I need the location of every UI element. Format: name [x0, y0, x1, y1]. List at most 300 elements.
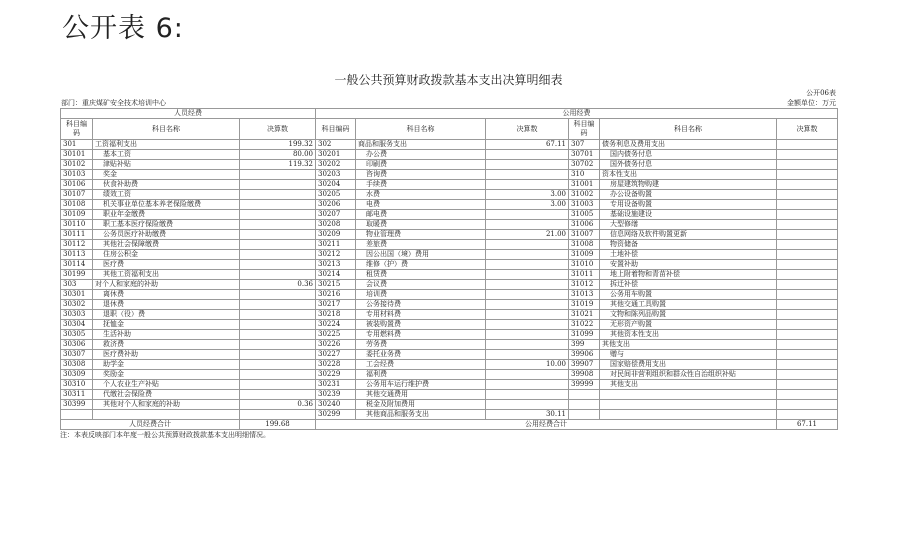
cell-amount: [240, 190, 316, 200]
cell-amount: [777, 190, 838, 200]
cell-code: 30302: [61, 300, 93, 310]
cell-code: 31001: [569, 180, 600, 190]
table-row: [61, 190, 838, 200]
table-row: [61, 340, 838, 350]
table-row: [61, 230, 838, 240]
cell-amount: [486, 280, 569, 290]
cell-amount: [240, 360, 316, 370]
col-amount: 决算数: [240, 119, 316, 140]
cell-name: 赠与: [600, 350, 777, 360]
cell-name: 绩效工资: [93, 190, 240, 200]
cell-amount: [240, 270, 316, 280]
cell-code: 30204: [316, 180, 356, 190]
cell-name: 公务员医疗补助缴费: [93, 230, 240, 240]
cell-code: 30199: [61, 270, 93, 280]
cell-amount: [777, 360, 838, 370]
cell-amount: [240, 180, 316, 190]
cell-name: 租赁费: [356, 270, 486, 280]
cell-name: 资本性支出: [600, 170, 777, 180]
cell-amount: 30.11: [486, 410, 569, 420]
cell-name: 其他支出: [600, 380, 777, 390]
table-row: [61, 200, 838, 210]
cell-amount: [240, 220, 316, 230]
cell-amount: [777, 230, 838, 240]
cell-code: 31099: [569, 330, 600, 340]
table-row: [61, 160, 838, 170]
cell-amount: [777, 200, 838, 210]
cell-amount: [486, 180, 569, 190]
cell-code: 31008: [569, 240, 600, 250]
col-name: 科目名称: [356, 119, 486, 140]
cell-code: 31013: [569, 290, 600, 300]
cell-name: 地上附着物和青苗补偿: [600, 270, 777, 280]
cell-name: 工资福利支出: [93, 140, 240, 150]
table-row: [61, 290, 838, 300]
cell-code: 30299: [316, 410, 356, 420]
cell-code: 30218: [316, 310, 356, 320]
cell-code: 30101: [61, 150, 93, 160]
cell-code: 303: [61, 280, 93, 290]
cell-code: 30226: [316, 340, 356, 350]
cell-code: 301: [61, 140, 93, 150]
table-row: [61, 220, 838, 230]
cell-name: 大型修缮: [600, 220, 777, 230]
cell-amount: 3.00: [486, 190, 569, 200]
col-code: 科目编码: [316, 119, 356, 140]
cell-name: 其他商品和服务支出: [356, 410, 486, 420]
cell-name: 差旅费: [356, 240, 486, 250]
cell-name: 债务利息及费用支出: [600, 140, 777, 150]
cell-amount: [240, 170, 316, 180]
cell-amount: [777, 150, 838, 160]
cell-name: 职业年金缴费: [93, 210, 240, 220]
cell-name: 其他资本性支出: [600, 330, 777, 340]
cell-code: 30211: [316, 240, 356, 250]
table-row: [61, 150, 838, 160]
cell-amount: [777, 220, 838, 230]
cell-amount: [777, 160, 838, 170]
col-amount: 决算数: [777, 119, 838, 140]
cell-code: 307: [569, 140, 600, 150]
cell-amount: [240, 380, 316, 390]
cell-name: 专用材料费: [356, 310, 486, 320]
cell-name: 劳务费: [356, 340, 486, 350]
cell-name: 电费: [356, 200, 486, 210]
cell-code: 30301: [61, 290, 93, 300]
table-row: [61, 390, 838, 400]
cell-amount: [240, 410, 316, 420]
cell-name: 信息网络及软件购置更新: [600, 230, 777, 240]
cell-name: 福利费: [356, 370, 486, 380]
cell-code: 30203: [316, 170, 356, 180]
cell-code: 310: [569, 170, 600, 180]
cell-name: 医疗费: [93, 260, 240, 270]
cell-amount: [486, 330, 569, 340]
cell-name: 津贴补贴: [93, 160, 240, 170]
section-public: 公用经费: [316, 109, 838, 119]
cell-code: 30225: [316, 330, 356, 340]
cell-amount: [486, 400, 569, 410]
cell-name: 其他社会保障缴费: [93, 240, 240, 250]
table-row: [61, 380, 838, 390]
cell-name: 伙食补助费: [93, 180, 240, 190]
cell-name: 商品和服务支出: [356, 140, 486, 150]
department-label: 部门：重庆煤矿安全技术培训中心: [61, 99, 166, 107]
cell-name: 奖金: [93, 170, 240, 180]
cell-amount: [777, 310, 838, 320]
cell-name: 文物和陈列品购置: [600, 310, 777, 320]
cell-amount: [777, 260, 838, 270]
col-code: 科目编码: [569, 119, 600, 140]
cell-code: 31022: [569, 320, 600, 330]
cell-code: 31021: [569, 310, 600, 320]
cell-amount: [777, 320, 838, 330]
cell-amount: [240, 290, 316, 300]
cell-code: 30227: [316, 350, 356, 360]
cell-amount: [240, 350, 316, 360]
cell-amount: 0.36: [240, 280, 316, 290]
cell-name: 物资储备: [600, 240, 777, 250]
cell-code: 30399: [61, 400, 93, 410]
cell-name: 个人农业生产补贴: [93, 380, 240, 390]
cell-code: 30209: [316, 230, 356, 240]
cell-code: 30205: [316, 190, 356, 200]
cell-amount: [777, 340, 838, 350]
cell-code: 30308: [61, 360, 93, 370]
cell-name: 基础设施建设: [600, 210, 777, 220]
cell-code: 30114: [61, 260, 93, 270]
cell-amount: [777, 390, 838, 400]
cell-amount: [777, 400, 838, 410]
cell-name: 离休费: [93, 290, 240, 300]
cell-amount: [240, 320, 316, 330]
cell-code: 30224: [316, 320, 356, 330]
cell-code: 30240: [316, 400, 356, 410]
cell-amount: [777, 280, 838, 290]
cell-name: 公务接待费: [356, 300, 486, 310]
cell-name: 助学金: [93, 360, 240, 370]
cell-amount: [777, 250, 838, 260]
public-total-label: 公用经费合计: [316, 420, 777, 430]
cell-code: 30202: [316, 160, 356, 170]
cell-code: 30112: [61, 240, 93, 250]
cell-amount: [240, 390, 316, 400]
cell-name: 专用燃料费: [356, 330, 486, 340]
cell-name: 专用设备购置: [600, 200, 777, 210]
cell-name: 工会经费: [356, 360, 486, 370]
cell-code: [569, 400, 600, 410]
cell-name: 取暖费: [356, 220, 486, 230]
cell-amount: [777, 330, 838, 340]
cell-code: [61, 410, 93, 420]
cell-name: 国家赔偿费用支出: [600, 360, 777, 370]
cell-code: 30106: [61, 180, 93, 190]
cell-name: 其他工资福利支出: [93, 270, 240, 280]
cell-code: 31002: [569, 190, 600, 200]
cell-name: [600, 410, 777, 420]
cell-code: 30102: [61, 160, 93, 170]
cell-amount: [486, 260, 569, 270]
report-title: 一般公共预算财政拨款基本支出决算明细表: [334, 73, 563, 87]
cell-code: 31010: [569, 260, 600, 270]
column-header-row: [61, 119, 838, 140]
unit-label: 金额单位：万元: [787, 99, 836, 107]
cell-code: 30207: [316, 210, 356, 220]
cell-amount: 21.00: [486, 230, 569, 240]
cell-amount: [486, 370, 569, 380]
cell-name: 退职（役）费: [93, 310, 240, 320]
public-total-value: 67.11: [777, 420, 838, 430]
cell-code: 30231: [316, 380, 356, 390]
cell-name: 水费: [356, 190, 486, 200]
cell-code: [569, 410, 600, 420]
meta-line: [60, 98, 837, 108]
cell-amount: [240, 310, 316, 320]
cell-amount: [486, 380, 569, 390]
cell-amount: [486, 210, 569, 220]
cell-code: 30311: [61, 390, 93, 400]
cell-name: 土地补偿: [600, 250, 777, 260]
cell-code: 30702: [569, 160, 600, 170]
report-sheet: [60, 73, 837, 440]
cell-code: 30305: [61, 330, 93, 340]
cell-name: 房屋建筑物购建: [600, 180, 777, 190]
cell-code: 31007: [569, 230, 600, 240]
table-row: [61, 170, 838, 180]
cell-name: 代缴社会保险费: [93, 390, 240, 400]
table-row: [61, 210, 838, 220]
cell-code: 30217: [316, 300, 356, 310]
table-row: [61, 280, 838, 290]
cell-name: 基本工资: [93, 150, 240, 160]
cell-amount: [240, 250, 316, 260]
cell-amount: [777, 140, 838, 150]
cell-code: 30212: [316, 250, 356, 260]
cell-code: 30109: [61, 210, 93, 220]
cell-code: 30103: [61, 170, 93, 180]
cell-amount: [486, 250, 569, 260]
cell-code: 30201: [316, 150, 356, 160]
cell-name: 其他交通工具购置: [600, 300, 777, 310]
cell-amount: [486, 300, 569, 310]
cell-name: 委托业务费: [356, 350, 486, 360]
cell-name: 拆迁补偿: [600, 280, 777, 290]
cell-name: 国外债务付息: [600, 160, 777, 170]
cell-amount: [240, 210, 316, 220]
cell-amount: 10.00: [486, 360, 569, 370]
cell-code: 30304: [61, 320, 93, 330]
cell-name: 培训费: [356, 290, 486, 300]
page-heading: 公开表 6:: [62, 13, 184, 44]
cell-code: 30309: [61, 370, 93, 380]
cell-code: 39908: [569, 370, 600, 380]
cell-amount: [777, 170, 838, 180]
cell-amount: 119.32: [240, 160, 316, 170]
cell-amount: 0.36: [240, 400, 316, 410]
cell-amount: [240, 340, 316, 350]
cell-amount: [240, 260, 316, 270]
table-row: [61, 330, 838, 340]
cell-amount: [777, 370, 838, 380]
cell-name: 住房公积金: [93, 250, 240, 260]
cell-name: 奖励金: [93, 370, 240, 380]
table-row: [61, 300, 838, 310]
cell-amount: [240, 370, 316, 380]
cell-code: 39999: [569, 380, 600, 390]
cell-amount: [486, 160, 569, 170]
cell-name: 因公出国（境）费用: [356, 250, 486, 260]
cell-amount: [240, 230, 316, 240]
cell-code: 30214: [316, 270, 356, 280]
cell-amount: [777, 350, 838, 360]
cell-code: 30113: [61, 250, 93, 260]
cell-amount: 3.00: [486, 200, 569, 210]
cell-code: 39906: [569, 350, 600, 360]
cell-code: [569, 390, 600, 400]
table-row: [61, 360, 838, 370]
cell-amount: [240, 330, 316, 340]
table-row: [61, 260, 838, 270]
cell-name: 其他交通费用: [356, 390, 486, 400]
table-row: [61, 310, 838, 320]
cell-code: 399: [569, 340, 600, 350]
cell-code: 30307: [61, 350, 93, 360]
cell-amount: [777, 380, 838, 390]
cell-amount: 80.00: [240, 150, 316, 160]
cell-code: 30216: [316, 290, 356, 300]
section-header-row: [61, 109, 838, 119]
cell-code: 31012: [569, 280, 600, 290]
cell-name: 办公设备购置: [600, 190, 777, 200]
col-name: 科目名称: [93, 119, 240, 140]
cell-code: 30306: [61, 340, 93, 350]
cell-code: 30303: [61, 310, 93, 320]
cell-name: 无形资产购置: [600, 320, 777, 330]
cell-amount: [486, 290, 569, 300]
cell-code: 30310: [61, 380, 93, 390]
form-code-line: [60, 88, 837, 98]
cell-code: 302: [316, 140, 356, 150]
cell-name: 公务用车运行维护费: [356, 380, 486, 390]
cell-amount: [777, 240, 838, 250]
col-code: 科目编码: [61, 119, 93, 140]
cell-amount: [777, 410, 838, 420]
cell-code: 30110: [61, 220, 93, 230]
cell-code: 31005: [569, 210, 600, 220]
cell-amount: [240, 200, 316, 210]
table-row: [61, 410, 838, 420]
cell-amount: [777, 290, 838, 300]
cell-amount: [486, 150, 569, 160]
cell-name: [93, 410, 240, 420]
cell-amount: [486, 320, 569, 330]
cell-name: 救济费: [93, 340, 240, 350]
cell-name: 印刷费: [356, 160, 486, 170]
cell-name: 其他对个人和家庭的补助: [93, 400, 240, 410]
cell-name: 生活补助: [93, 330, 240, 340]
expenditure-table: [60, 108, 838, 430]
cell-name: 会议费: [356, 280, 486, 290]
cell-amount: [240, 300, 316, 310]
table-row: [61, 270, 838, 280]
cell-name: 物业管理费: [356, 230, 486, 240]
col-amount: 决算数: [486, 119, 569, 140]
cell-name: 医疗费补助: [93, 350, 240, 360]
cell-code: 39907: [569, 360, 600, 370]
cell-code: 30208: [316, 220, 356, 230]
cell-name: 咨询费: [356, 170, 486, 180]
cell-name: 邮电费: [356, 210, 486, 220]
cell-code: 30229: [316, 370, 356, 380]
cell-code: 30701: [569, 150, 600, 160]
cell-code: 30107: [61, 190, 93, 200]
cell-code: 30239: [316, 390, 356, 400]
table-row: [61, 180, 838, 190]
col-name: 科目名称: [600, 119, 777, 140]
cell-name: [600, 400, 777, 410]
cell-code: 30111: [61, 230, 93, 240]
cell-name: 对个人和家庭的补助: [93, 280, 240, 290]
cell-code: 31003: [569, 200, 600, 210]
cell-name: 安置补助: [600, 260, 777, 270]
cell-name: 国内债务付息: [600, 150, 777, 160]
cell-amount: [486, 220, 569, 230]
cell-amount: [777, 180, 838, 190]
cell-name: 被装购置费: [356, 320, 486, 330]
cell-amount: [486, 350, 569, 360]
personnel-total-label: 人员经费合计: [61, 420, 240, 430]
cell-code: 31019: [569, 300, 600, 310]
cell-name: 机关事业单位基本养老保险缴费: [93, 200, 240, 210]
cell-name: 手续费: [356, 180, 486, 190]
cell-amount: [777, 300, 838, 310]
personnel-total-value: 199.68: [240, 420, 316, 430]
cell-amount: [486, 390, 569, 400]
cell-name: [600, 390, 777, 400]
cell-amount: 67.11: [486, 140, 569, 150]
table-row: [61, 140, 838, 150]
cell-name: 公务用车购置: [600, 290, 777, 300]
table-row: [61, 320, 838, 330]
cell-name: 对民间非营利组织和群众性自治组织补贴: [600, 370, 777, 380]
cell-name: 维修（护）费: [356, 260, 486, 270]
cell-name: 办公费: [356, 150, 486, 160]
cell-name: 其他支出: [600, 340, 777, 350]
cell-name: 退休费: [93, 300, 240, 310]
cell-amount: [486, 310, 569, 320]
cell-name: 职工基本医疗保险缴费: [93, 220, 240, 230]
cell-code: 30213: [316, 260, 356, 270]
cell-name: 抚恤金: [93, 320, 240, 330]
cell-code: 30215: [316, 280, 356, 290]
table-row: [61, 400, 838, 410]
cell-amount: [240, 240, 316, 250]
table-row: [61, 240, 838, 250]
cell-amount: [486, 270, 569, 280]
table-row: [61, 350, 838, 360]
cell-amount: [486, 340, 569, 350]
totals-row: [61, 420, 838, 430]
cell-code: 30206: [316, 200, 356, 210]
cell-code: 30228: [316, 360, 356, 370]
cell-code: 30108: [61, 200, 93, 210]
cell-code: 31011: [569, 270, 600, 280]
cell-amount: [486, 170, 569, 180]
form-code: 公开06表: [806, 89, 836, 97]
footnote: 注：本表反映部门本年度一般公共预算财政拨款基本支出明细情况。: [60, 431, 270, 439]
table-row: [61, 250, 838, 260]
cell-amount: [486, 240, 569, 250]
